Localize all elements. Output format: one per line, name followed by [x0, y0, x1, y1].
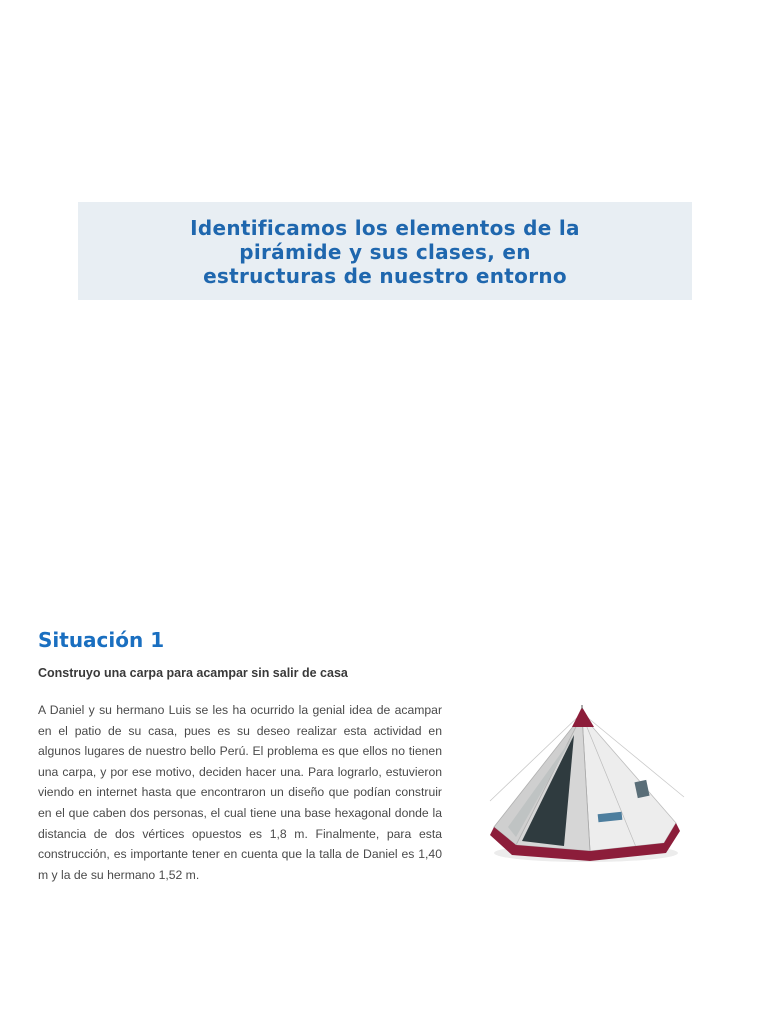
title-line-3: estructuras de nuestro entorno [203, 264, 567, 288]
title-line-2: pirámide y sus clases, en [239, 240, 531, 264]
title-banner [78, 202, 692, 300]
tent-image [486, 705, 686, 873]
situation-body-text: A Daniel y su hermano Luis se les ha ocurrido la genial idea de acampar en el patio de su casa, pues es su deseo realizar esta actividad en algunos lugares de nuestro bello Perú. El problema es que ellos no tienen una carpa, y por ese motivo, deciden hacer una. Para lograrlo, estuvieron viendo en internet hasta que encontraron un diseño que podían construir en el que caben dos personas, el cual tiene una base hexagonal donde la distancia de dos vértices opuestos es 1,8 m. Finalmente, para esta construcción, es importante tener en cuenta que la talla de Daniel es 1,40 m y la de su hermano 1,52 m. [38, 703, 442, 882]
tent-top-cap [572, 707, 594, 727]
situation-subtitle: Construyo una carpa para acampar sin salir de casa [38, 666, 348, 680]
situation-heading: Situación 1 [38, 628, 165, 652]
title-line-1: Identificamos los elementos de la [190, 216, 580, 240]
